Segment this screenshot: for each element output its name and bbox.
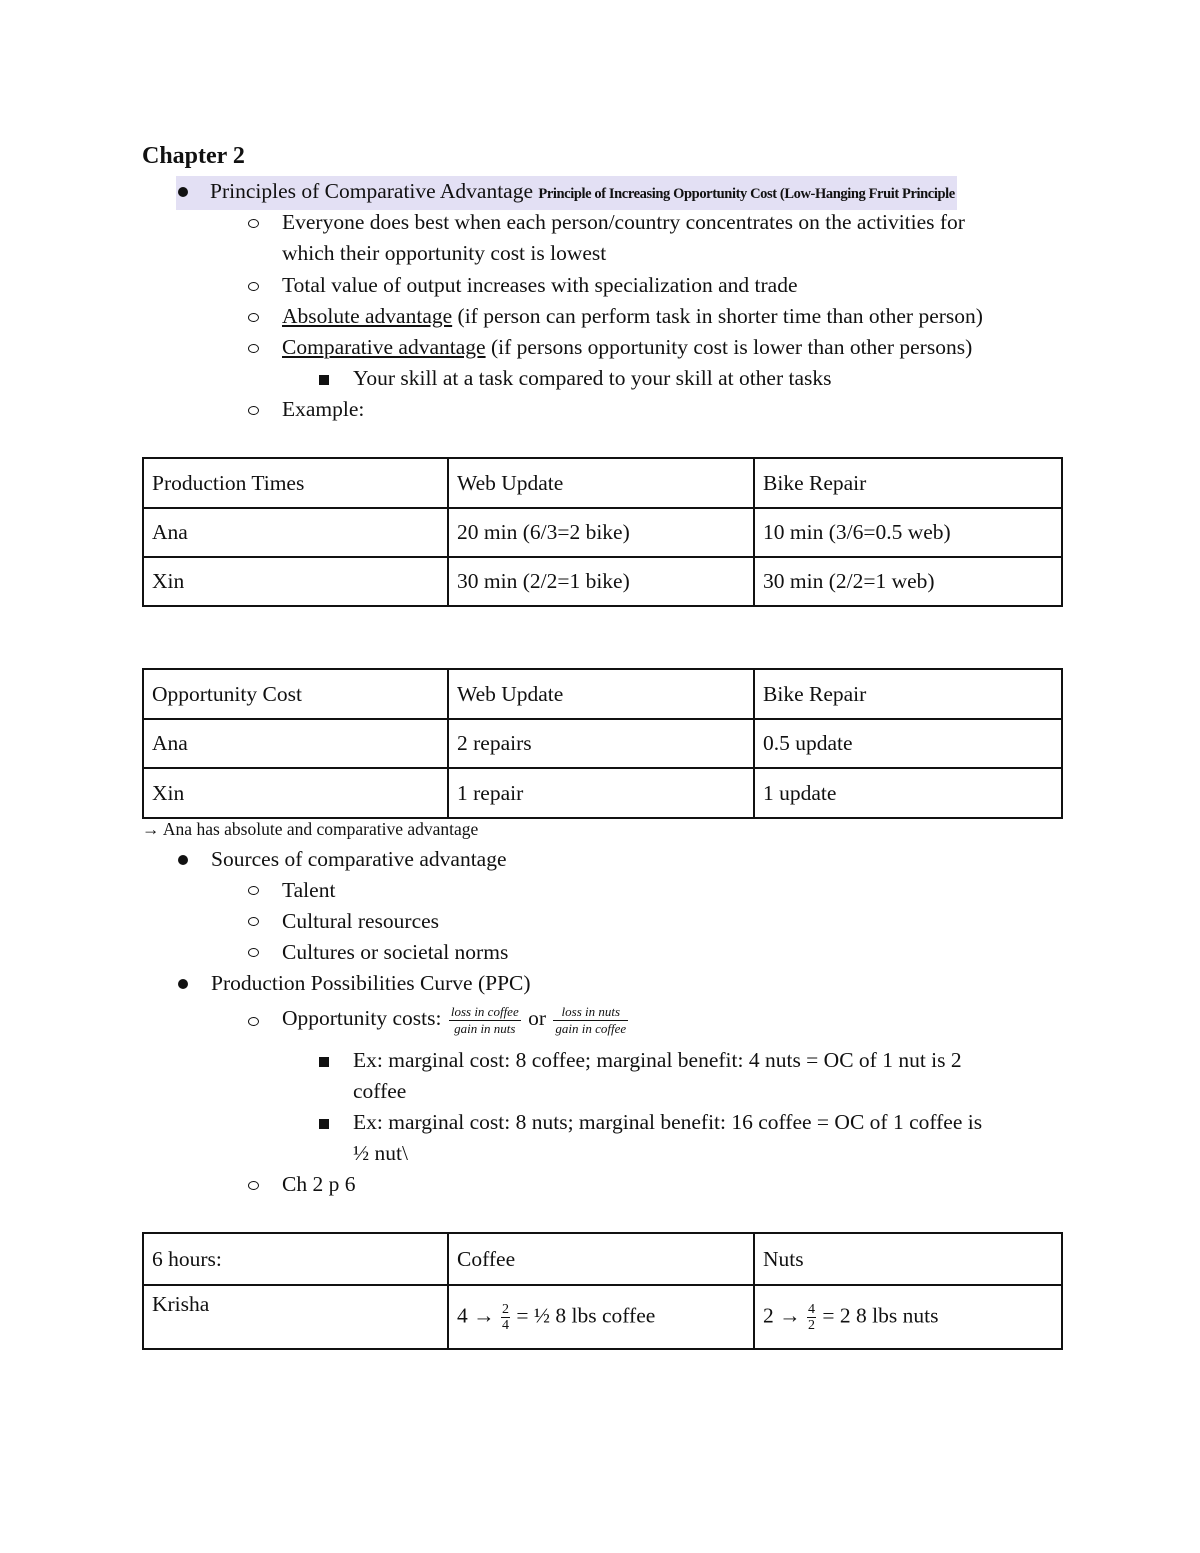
bullet-icon: [178, 855, 188, 865]
sub-item-text: coffee: [353, 1079, 407, 1103]
table-row: [143, 1285, 1062, 1349]
or-text: or: [528, 1006, 547, 1030]
list-item-text: Opportunity costs:: [282, 1006, 442, 1030]
section-heading: Sources of comparative advantage: [211, 847, 507, 871]
table-header-cell: Nuts: [754, 1233, 1062, 1285]
circle-bullet-icon: [248, 1181, 259, 1190]
table-cell: Ana: [143, 719, 448, 768]
circle-bullet-icon: [248, 917, 259, 926]
circle-bullet-icon: [248, 344, 259, 353]
krisha-production-table: [142, 1232, 1063, 1350]
circle-bullet-icon: [248, 313, 259, 322]
fraction-denominator: 2: [808, 1317, 815, 1333]
table-header-cell: Web Update: [448, 669, 754, 719]
table-row: [143, 719, 1062, 768]
nuts-result: = 2 8 lbs nuts: [822, 1302, 939, 1327]
table-header-cell: Web Update: [448, 458, 754, 508]
circle-bullet-icon: [248, 282, 259, 291]
circle-bullet-icon: [248, 406, 259, 415]
list-item-text: which their opportunity cost is lowest: [282, 241, 607, 265]
square-bullet-icon: [319, 1119, 329, 1129]
list-item-comparative-advantage: [282, 332, 972, 363]
table-cell: 30 min (2/2=1 bike): [448, 557, 754, 606]
table-header-row: [143, 1233, 1062, 1285]
sub-item-text: Ex: marginal cost: 8 nuts; marginal benefit: 16 coffee = OC of 1 coffee is: [353, 1110, 983, 1134]
fraction-denominator: 4: [502, 1317, 509, 1333]
conclusion-text: → Ana has absolute and comparative advantage: [142, 819, 479, 839]
term-comparative-advantage: Comparative advantage: [282, 335, 486, 359]
sub-item-text: Ex: marginal cost: 8 coffee; marginal benefit: 4 nuts = OC of 1 nut is 2: [353, 1048, 962, 1072]
nuts-fraction: [807, 1302, 816, 1333]
table-header-cell: Bike Repair: [754, 669, 1062, 719]
fraction-numerator: loss in coffee: [450, 1003, 519, 1019]
section-heading-highlight: [176, 176, 957, 210]
fraction-nuts-over-coffee: [553, 1004, 628, 1037]
table-header-row: [143, 669, 1062, 719]
fraction-denominator: gain in coffee: [555, 1020, 627, 1036]
circle-bullet-icon: [248, 1017, 259, 1026]
table-cell: Krisha: [143, 1285, 448, 1349]
table-cell: 20 min (6/3=2 bike): [448, 508, 754, 557]
table-header-cell: Opportunity Cost: [143, 669, 448, 719]
list-item-text: Total value of output increases with specialization and trade: [282, 273, 798, 297]
page-title: Chapter 2: [142, 143, 245, 169]
nuts-lead: 2 →: [763, 1302, 801, 1327]
table-cell-nuts: [754, 1285, 1062, 1349]
table-cell: Xin: [143, 768, 448, 818]
table-header-cell: Bike Repair: [754, 458, 1062, 508]
circle-bullet-icon: [248, 948, 259, 957]
table-cell-coffee: [448, 1285, 754, 1349]
table-header-cell: Coffee: [448, 1233, 754, 1285]
coffee-lead: 4 →: [457, 1302, 495, 1327]
table-header-row: [143, 458, 1062, 508]
table-cell: 0.5 update: [754, 719, 1062, 768]
table-cell: 10 min (3/6=0.5 web): [754, 508, 1062, 557]
table-cell: 1 repair: [448, 768, 754, 818]
section-heading: Principles of Comparative Advantage: [210, 179, 534, 203]
list-item-text: (if persons opportunity cost is lower than other persons): [485, 335, 973, 359]
coffee-fraction: [501, 1302, 510, 1333]
section-heading-note: Principle of Increasing Opportunity Cost (Low-Hanging Fruit Principle: [538, 186, 955, 202]
opportunity-costs-line: [282, 1003, 630, 1037]
table-cell: 30 min (2/2=1 web): [754, 557, 1062, 606]
list-item-text: Ch 2 p 6: [282, 1172, 356, 1196]
sub-item-text: Your skill at a task compared to your skill at other tasks: [353, 366, 832, 390]
bullet-icon: [178, 187, 188, 197]
list-item-text: Cultural resources: [282, 909, 440, 933]
table-row: [143, 508, 1062, 557]
fraction-coffee-over-nuts: [449, 1004, 521, 1037]
table-row: [143, 768, 1062, 818]
list-item-text: Cultures or societal norms: [282, 940, 509, 964]
list-item-text: Everyone does best when each person/country concentrates on the activities for: [282, 210, 965, 234]
section-heading: Production Possibilities Curve (PPC): [211, 971, 531, 995]
list-item-text: (if person can perform task in shorter time than other person): [452, 304, 983, 328]
square-bullet-icon: [319, 1057, 329, 1067]
table-cell: 2 repairs: [448, 719, 754, 768]
table-header-cell: 6 hours:: [143, 1233, 448, 1285]
circle-bullet-icon: [248, 886, 259, 895]
table-cell: Ana: [143, 508, 448, 557]
fraction-numerator: loss in nuts: [553, 1004, 628, 1021]
square-bullet-icon: [319, 375, 329, 385]
table-header-cell: Production Times: [143, 458, 448, 508]
sub-item-text: ½ nut\: [353, 1141, 408, 1165]
term-absolute-advantage: Absolute advantage: [282, 304, 453, 328]
table-cell: 1 update: [754, 768, 1062, 818]
bullet-icon: [178, 979, 188, 989]
list-item-text: Example:: [282, 397, 365, 421]
circle-bullet-icon: [248, 219, 259, 228]
list-item-text: Talent: [282, 878, 336, 902]
table-cell: Xin: [143, 557, 448, 606]
production-times-table: [142, 457, 1063, 607]
table-row: [143, 557, 1062, 606]
fraction-numerator: 2: [502, 1301, 509, 1317]
fraction-denominator: gain in nuts: [454, 1020, 516, 1036]
list-item-absolute-advantage: [282, 301, 983, 332]
fraction-numerator: 4: [808, 1301, 815, 1317]
coffee-result: = ½ 8 lbs coffee: [516, 1302, 656, 1327]
opportunity-cost-table: [142, 668, 1063, 819]
